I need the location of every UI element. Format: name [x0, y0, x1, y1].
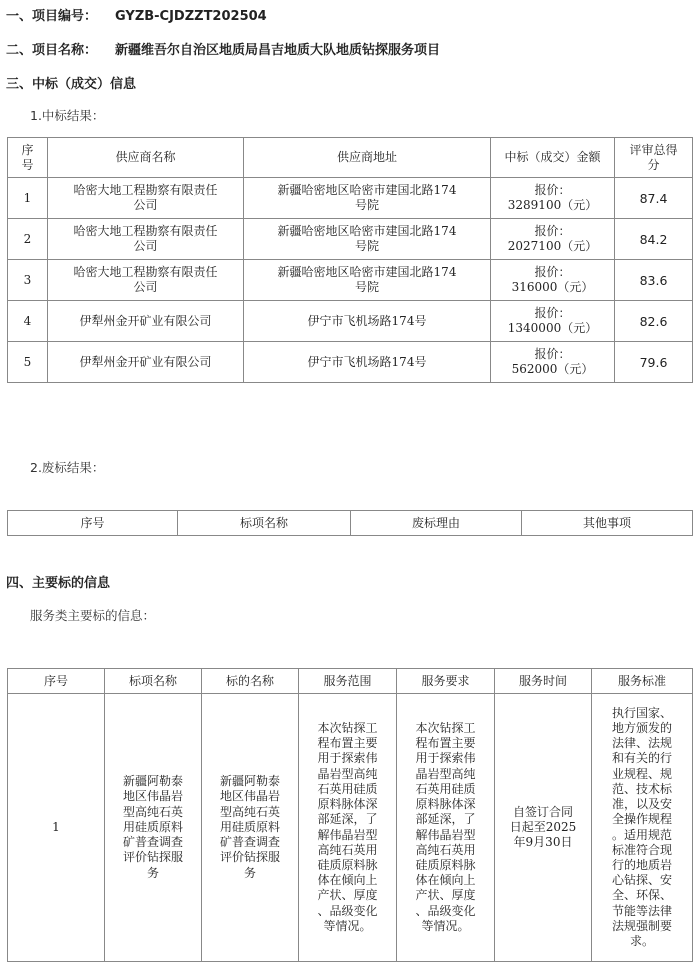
- service-header-requirement: 服务要求: [397, 669, 495, 694]
- row-score: 87.4: [615, 178, 693, 219]
- service-row-standard: 执行国家、 地方颁发的 法律、法规 和有关的行 业规程、规 范、技术标 准，以及安 全操作规程 。适用规范 标准符合现 行的地质岩 心钻探、安 全、环保、 节能等法律 法规强制要 求。: [592, 694, 693, 962]
- service-header-item: 标项名称: [105, 669, 202, 694]
- service-header-scope: 服务范围: [299, 669, 397, 694]
- invalid-result-label: 2.废标结果：: [30, 460, 105, 475]
- winning-table-header: [8, 138, 693, 178]
- row-address: 新疆哈密地区哈密市建国北路174 号院: [244, 260, 491, 301]
- row-amount: 报价： 1340000（元）: [491, 301, 615, 342]
- invalid-header-other: 其他事项: [522, 511, 693, 536]
- row-address: 伊宁市飞机场路174号: [244, 342, 491, 383]
- service-row-item: 新疆阿勒泰 地区伟晶岩 型高纯石英 用硅质原料 矿普查调查 评价钻探服 务: [105, 694, 202, 962]
- row-amount: 报价： 2027100（元）: [491, 219, 615, 260]
- row-amount: 报价： 562000（元）: [491, 342, 615, 383]
- row-score: 79.6: [615, 342, 693, 383]
- service-row-requirement: 本次钻探工 程布置主要 用于探索伟 晶岩型高纯 石英用硅质 原料脉体深 部延深，了 解伟晶岩型 高纯石英用 硅质原料脉 体在倾向上 产状、厚度 、品级变化 等情况。: [397, 694, 495, 962]
- row-supplier: 哈密大地工程勘察有限责任 公司: [48, 178, 244, 219]
- row-supplier: 哈密大地工程勘察有限责任 公司: [48, 219, 244, 260]
- header-address: 供应商地址: [244, 138, 491, 178]
- project-name-value: 新疆维吾尔自治区地质局昌吉地质大队地质钻探服务项目: [115, 43, 441, 58]
- winning-table: [7, 137, 693, 383]
- service-row-scope: 本次钻探工 程布置主要 用于探索伟 晶岩型高纯 石英用硅质 原料脉体深 部延深，了 解伟晶岩型 高纯石英用 硅质原料脉 体在倾向上 产状、厚度 、品级变化 等情况。: [299, 694, 397, 962]
- table-row: [8, 260, 693, 301]
- project-number-line: [6, 5, 267, 24]
- service-header-time: 服务时间: [495, 669, 592, 694]
- invalid-header-item: 标项名称: [178, 511, 351, 536]
- winning-result-label: 1.中标结果：: [30, 108, 105, 123]
- invalid-header-reason: 废标理由: [351, 511, 522, 536]
- section3-title: 三、中标（成交）信息: [6, 77, 137, 92]
- row-address: 伊宁市飞机场路174号: [244, 301, 491, 342]
- project-number-label: 一、项目编号：: [6, 9, 98, 24]
- row-seq: 1: [8, 178, 48, 219]
- service-row-target: 新疆阿勒泰 地区伟晶岩 型高纯石英 用硅质原料 矿普查调查 评价钻探服 务: [202, 694, 299, 962]
- invalid-header-seq: 序号: [8, 511, 178, 536]
- invalid-table: [7, 510, 693, 536]
- header-amount: 中标（成交）金额: [491, 138, 615, 178]
- row-score: 84.2: [615, 219, 693, 260]
- service-row-time: 自签订合同 日起至2025 年9月30日: [495, 694, 592, 962]
- row-supplier: 伊犁州金开矿业有限公司: [48, 342, 244, 383]
- service-row-seq: 1: [8, 694, 105, 962]
- project-name-line: [6, 39, 440, 58]
- row-address: 新疆哈密地区哈密市建国北路174 号院: [244, 178, 491, 219]
- row-seq: 2: [8, 219, 48, 260]
- row-supplier: 伊犁州金开矿业有限公司: [48, 301, 244, 342]
- row-seq: 5: [8, 342, 48, 383]
- row-address: 新疆哈密地区哈密市建国北路174 号院: [244, 219, 491, 260]
- row-supplier: 哈密大地工程勘察有限责任 公司: [48, 260, 244, 301]
- service-header-seq: 序号: [8, 669, 105, 694]
- row-amount: 报价： 3289100（元）: [491, 178, 615, 219]
- section4-title: 四、主要标的信息: [6, 576, 111, 591]
- header-score: 评审总得 分: [615, 138, 693, 178]
- row-seq: 4: [8, 301, 48, 342]
- project-name-label: 二、项目名称：: [6, 43, 98, 58]
- header-seq: 序 号: [8, 138, 48, 178]
- row-score: 83.6: [615, 260, 693, 301]
- project-number-value: GYZB-CJDZZT202504: [115, 9, 267, 24]
- service-table-header: [8, 669, 693, 694]
- row-score: 82.6: [615, 301, 693, 342]
- row-seq: 3: [8, 260, 48, 301]
- table-row: [8, 342, 693, 383]
- table-row: [8, 219, 693, 260]
- service-header-standard: 服务标准: [592, 669, 693, 694]
- header-supplier: 供应商名称: [48, 138, 244, 178]
- invalid-table-header: [8, 511, 693, 536]
- table-row: [8, 694, 693, 962]
- row-amount: 报价： 316000（元）: [491, 260, 615, 301]
- service-header-target: 标的名称: [202, 669, 299, 694]
- table-row: [8, 178, 693, 219]
- service-table: [7, 668, 693, 962]
- table-row: [8, 301, 693, 342]
- section4-subtitle: 服务类主要标的信息：: [30, 608, 156, 623]
